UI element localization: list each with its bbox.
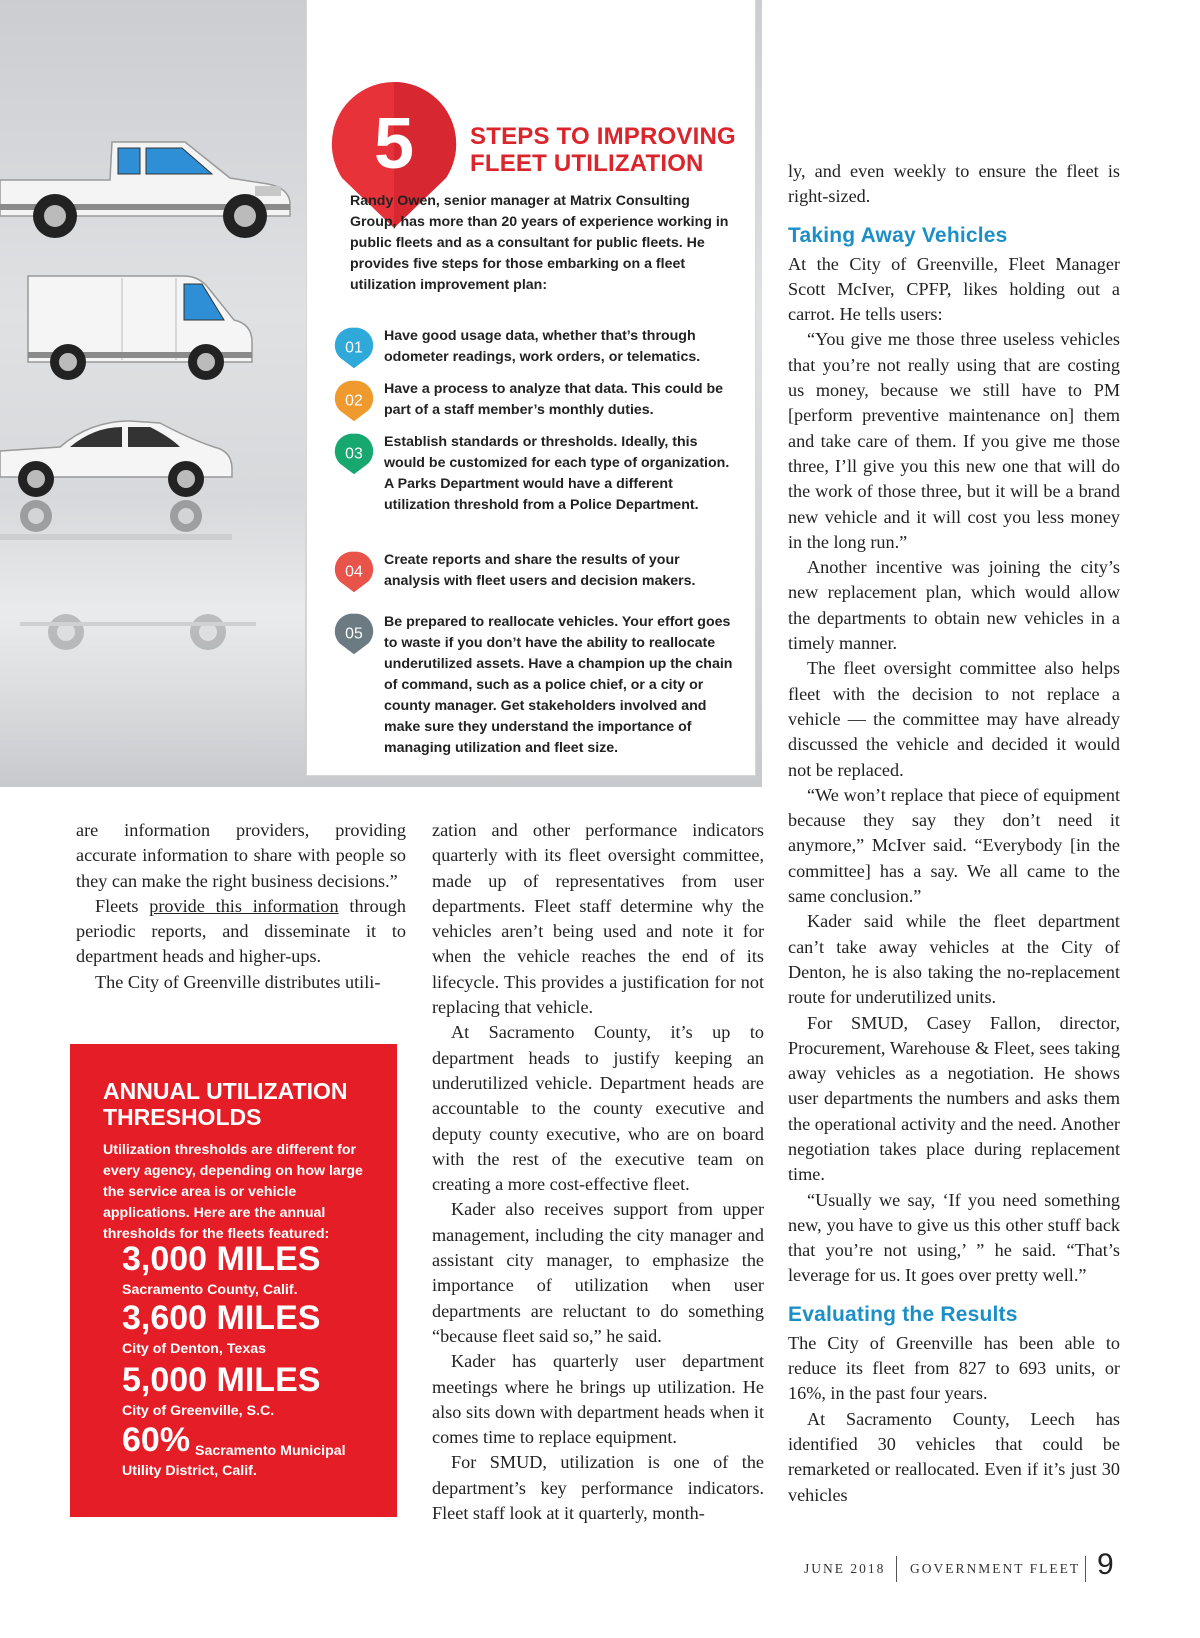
cargo-van-illustration: [24, 272, 256, 382]
threshold-agency: Sacramento Municipal: [195, 1443, 346, 1459]
body-paragraph: The City of Greenville distributes utili-: [95, 971, 381, 992]
step-text: Create reports and share the results of your analysis with fleet users and decision makers.: [384, 552, 696, 589]
page-footer: [0, 1548, 1118, 1588]
section-heading: Taking Away Vehicles: [788, 223, 1008, 247]
threshold-agency-continued: Utility District, Calif.: [122, 1463, 257, 1479]
thresholds-intro: Utilization thresholds are different for every agency, depending on how large the service area is or vehicle applications. Here are the annual thresholds for the fleets featured:: [103, 1142, 363, 1242]
body-paragraph: Kader has quarterly user department meetings where he brings up utilization. He also sits down with department heads when it comes time to replace equipment.: [432, 1351, 764, 1448]
body-paragraph: At Sacramento County, Leech has identified 30 vehicles that could be remarketed or reallocated. Even if it’s just 30 vehicles: [788, 1408, 1120, 1505]
step-badge-icon: [332, 326, 376, 370]
step-text: Establish standards or thresholds. Ideally, this would be customized for each type of organization. A Parks Department would have a different utilization threshold from a Police Department.: [384, 434, 730, 513]
threshold-agency: Sacramento County, Calif.: [122, 1282, 298, 1298]
svg-text:01: 01: [345, 339, 363, 357]
body-paragraph: Kader said while the fleet department can’t take away vehicles at the City of Denton, he is also taking the no-replacement route for underutilized units.: [788, 911, 1120, 1008]
body-paragraph: “Usually we say, ‘If you need something new, you have to give us this other stuff back that you’re not using,’ ” he said. “That’s leverage for us. It goes over pretty well.”: [788, 1189, 1120, 1286]
body-paragraph: For SMUD, utilization is one of the department’s key performance indicators. Fleet staff look at it quarterly, month-: [432, 1452, 764, 1524]
body-paragraph: are information providers, providing accurate information to share with people so they can make the right business decisions.”: [76, 820, 406, 891]
svg-text:05: 05: [345, 625, 363, 643]
svg-text:02: 02: [345, 392, 363, 410]
footer-divider: [1085, 1556, 1086, 1582]
body-paragraph: Fleets provide this information through periodic reports, and disseminate it to department heads and higher-ups.: [76, 895, 406, 967]
step-badge-icon: [332, 379, 376, 423]
threshold-agency: City of Greenville, S.C.: [122, 1403, 275, 1419]
thresholds-sidebar: [70, 1044, 397, 1517]
svg-text:03: 03: [345, 445, 363, 463]
step-badge-icon: [332, 612, 376, 656]
threshold-value: 5,000 MILES: [122, 1361, 321, 1399]
body-paragraph: At Sacramento County, it’s up to department heads to justify keeping an underutilized vehicle. Department heads are accountable to the county executive and deputy county executive, who are on board with the rest of the executive team on creating a more cost-effective fleet.: [432, 1022, 764, 1195]
body-paragraph: ly, and even weekly to ensure the fleet is right-sized.: [788, 161, 1120, 207]
threshold-value: 60%: [122, 1421, 191, 1459]
body-paragraph: For SMUD, Casey Fallon, director, Procurement, Warehouse & Fleet, sees taking away vehicles as a negotiation. He shows user departments the numbers and asks them the operational activity and the need. Another negotiation takes place during replacement time.: [788, 1012, 1120, 1185]
page-number: 9: [1097, 1548, 1114, 1581]
vehicle-reflection: [0, 500, 236, 560]
threshold-agency: City of Denton, Texas: [122, 1341, 266, 1357]
article-column-1: [76, 818, 406, 995]
steps-intro: Randy Owen, senior manager at Matrix Consulting Group, has more than 20 years of experience working in public fleets and as a consultant for public fleets. He provides five steps for those embarking on a fleet utilization improvement plan:: [350, 193, 729, 293]
body-paragraph: zation and other performance indicators quarterly with its fleet oversight committee, made up of representatives from user departments. Fleet staff determine why the vehicles aren’t being used and note it for when the vehicle reaches the end of its lifecycle. This provides a justification for not replacing that vehicle.: [432, 820, 764, 1018]
step-text: Have good usage data, whether that’s through odometer readings, work orders, or telematics.: [384, 328, 701, 365]
pickup-truck-illustration: [0, 140, 292, 240]
big-number: 5: [373, 104, 415, 184]
threshold-value: 3,600 MILES: [122, 1299, 321, 1337]
svg-text:04: 04: [345, 563, 363, 581]
article-column-3: [788, 159, 1120, 1508]
provide-information-link[interactable]: provide this information: [149, 895, 339, 916]
section-heading: Evaluating the Results: [788, 1302, 1018, 1326]
body-paragraph: “You give me those three useless vehicles that you’re not really using that are costing us money, because we still have to PM [perform preventive maintenance on] them and take care of them. If you give me those three, I’ll give you this new one that will do the work of those three, but it will be a brand new vehicle and it will cost you less money in the long run.”: [788, 329, 1120, 552]
sedan-illustration: [0, 415, 236, 505]
threshold-value: 3,000 MILES: [122, 1240, 321, 1278]
article-column-2: [432, 818, 764, 1526]
footer-divider: [896, 1556, 897, 1582]
step-badge-icon: [332, 550, 376, 594]
body-paragraph: The fleet oversight committee also helps fleet with the decision to not replace a vehicle — the committee may have already discussed the vehicle and decided it would not be replaced.: [788, 658, 1120, 780]
body-paragraph: “We won’t replace that piece of equipment because they say they don’t need it anymore,” McIver said. “Everybody [in the committee] has a say. We all came to the same conclusion.”: [788, 784, 1120, 907]
steps-title: STEPS TO IMPROVING FLEET UTILIZATION: [470, 123, 736, 177]
body-paragraph: The City of Greenville has been able to reduce its fleet from 827 to 693 units, or 16%, in the past four years.: [788, 1332, 1120, 1404]
step-text: Be prepared to reallocate vehicles. Your effort goes to waste if you don’t have the ability to reallocate underutilized assets. Have a champion up the chain of command, such as a police chief, or a city or county manager. Get stakeholders involved and make sure they understand the importance of managing utilization and fleet size.: [384, 614, 733, 756]
issue-date: JUNE 2018: [804, 1561, 886, 1576]
vehicle-reflection: [20, 612, 260, 662]
body-paragraph: At the City of Greenville, Fleet Manager Scott McIver, CPFP, likes holding out a carrot. He tells users:: [788, 253, 1120, 325]
body-paragraph: Kader also receives support from upper management, including the city manager and assistant city manager, to emphasize the importance of utilization when user departments are reluctant to do something “because fleet said so,” he said.: [432, 1199, 764, 1346]
step-badge-icon: [332, 432, 376, 476]
body-paragraph: Another incentive was joining the city’s new replacement plan, which would allow the departments to obtain new vehicles in a timely manner.: [788, 557, 1120, 654]
step-text: Have a process to analyze that data. This could be part of a staff member’s monthly duties.: [384, 381, 724, 418]
publication-name: GOVERNMENT FLEET: [910, 1561, 1081, 1576]
thresholds-title: ANNUAL UTILIZATION THRESHOLDS: [103, 1078, 348, 1130]
